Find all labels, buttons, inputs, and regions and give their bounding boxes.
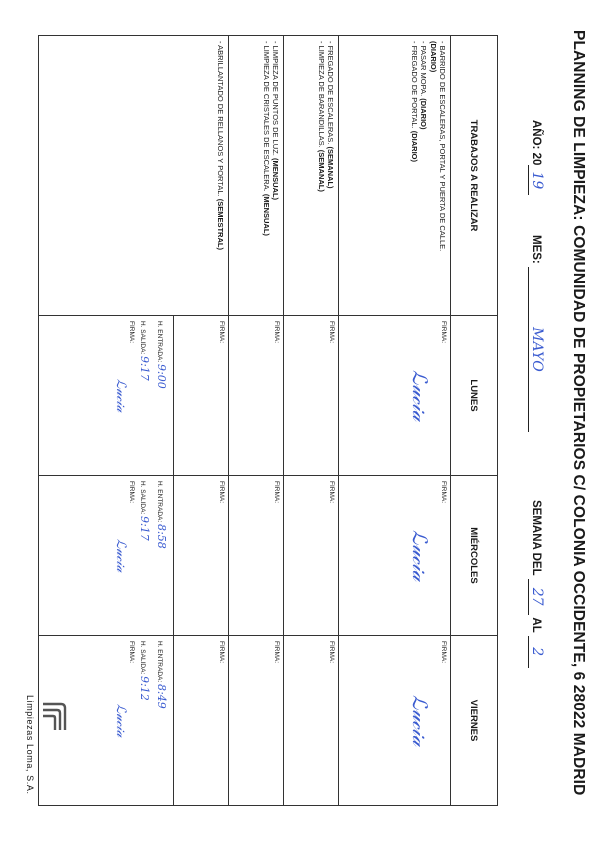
exit-time: 9:17 <box>137 516 151 541</box>
page-title: PLANNING DE LIMPIEZA: COMUNIDAD DE PROPIETARIOS C/ COLONIA OCCIDENTE, 6 28022 MADRID <box>570 30 587 796</box>
task-railings-frequency: (SEMANAL) <box>316 149 326 192</box>
entrada-label: H. ENTRADA: <box>156 641 163 683</box>
wednesday-monthly-cell[interactable] <box>229 476 284 636</box>
entrada-label: H. ENTRADA: <box>156 481 163 523</box>
col-header-wednesday: MIÉRCOLES <box>451 476 498 636</box>
year-label: AÑO: 20 <box>530 120 542 166</box>
task-windows-frequency: (MENSUAL) <box>261 193 271 236</box>
firma-label: FIRMA: <box>218 481 225 504</box>
time-block-monday <box>110 316 173 475</box>
firma-label: FIRMA: <box>328 641 335 664</box>
col-header-tasks: TRABAJOS A REALIZAR <box>451 36 498 316</box>
entry-time: 8:58 <box>155 523 168 549</box>
wednesday-semiannual-cell[interactable] <box>39 476 229 636</box>
task-sweep-frequency: (DIARIO) <box>428 41 438 73</box>
firma-label: FIRMA: <box>440 641 447 664</box>
monday-daily-cell[interactable] <box>339 316 451 476</box>
handwritten-signature: ℒ𝓊𝒸𝒾𝒶 <box>408 529 432 582</box>
handwritten-signature: ℒ𝓊𝒸𝒾𝒶 <box>408 369 432 422</box>
task-railings: - LIMPIEZA DE BARANDILLAS. <box>316 41 326 150</box>
task-mop-frequency: (DIARIO) <box>419 98 429 130</box>
task-polish: - ABRILLANTADO DE RELLANOS Y PORTAL. <box>216 41 225 199</box>
firma-label: FIRMA: <box>328 321 335 344</box>
firma-label: FIRMA: <box>440 321 447 344</box>
week-to-label: AL <box>530 617 542 633</box>
time-block-wednesday <box>110 476 173 635</box>
table-row <box>229 36 284 806</box>
task-mop: - PASAR MOPA. <box>419 41 429 99</box>
table-row <box>339 36 451 806</box>
table-row <box>39 36 229 806</box>
task-cell-daily <box>339 36 451 316</box>
month-field <box>528 235 545 432</box>
firma-label: FIRMA: <box>127 481 135 504</box>
task-cell-semiannual <box>39 36 229 316</box>
monday-weekly-cell[interactable] <box>284 316 339 476</box>
salida-label: H. SALIDA: <box>138 641 146 675</box>
firma-label: FIRMA: <box>273 481 280 504</box>
col-header-monday: LUNES <box>451 316 498 476</box>
task-lights-frequency: (MENSUAL) <box>271 157 280 201</box>
handwritten-signature: ℒ𝓊𝒸𝒾𝒶 <box>112 378 128 413</box>
task-cell-monthly <box>229 36 284 316</box>
task-lights: - LIMPIEZA DE PUNTOS DE LUZ. <box>271 41 280 158</box>
handwritten-signature: ℒ𝓊𝒸𝒾𝒶 <box>408 694 432 747</box>
company-logo-icon <box>39 700 69 738</box>
firma-label: FIRMA: <box>127 321 135 344</box>
task-windows: - LIMPIEZA DE CRISTALES DE ESCALERA. <box>261 41 271 194</box>
entry-time: 9:00 <box>155 363 168 389</box>
year-field <box>528 120 545 195</box>
handwritten-signature: ℒ𝓊𝒸𝒾𝒶 <box>112 703 128 738</box>
task-stairs-scrub-frequency: (SEMANAL) <box>326 146 335 189</box>
firma-label: FIRMA: <box>218 641 225 664</box>
table-row <box>284 36 339 806</box>
exit-time: 9:12 <box>137 676 151 701</box>
wednesday-weekly-cell[interactable] <box>284 476 339 636</box>
firma-label: FIRMA: <box>440 481 447 504</box>
company-name: Limpiezas Loma, S.A. <box>25 695 35 795</box>
handwritten-signature: ℒ𝓊𝒸𝒾𝒶 <box>112 538 128 573</box>
salida-label: H. SALIDA: <box>138 321 146 355</box>
task-sweep: - BARRIDO DE ESCALERAS, PORTAL Y PUERTA DE CALLE. <box>438 41 447 252</box>
task-polish-frequency: (SEMESTRAL) <box>216 198 225 250</box>
week-label: SEMANA DEL <box>530 500 542 576</box>
time-block-friday <box>110 636 173 805</box>
entry-time: 8:49 <box>155 683 168 709</box>
firma-label: FIRMA: <box>218 321 225 344</box>
wednesday-daily-cell[interactable] <box>339 476 451 636</box>
firma-label: FIRMA: <box>328 481 335 504</box>
firma-label: FIRMA: <box>127 641 135 664</box>
task-cell-weekly <box>284 36 339 316</box>
entrada-label: H. ENTRADA: <box>156 321 163 363</box>
task-portal-scrub: - FREGADO DE PORTAL. <box>409 41 419 131</box>
firma-label: FIRMA: <box>273 641 280 664</box>
week-field <box>528 500 545 668</box>
week-to: 2 <box>528 636 545 668</box>
col-header-friday: VIERNES <box>451 636 498 806</box>
month-label: MES: <box>530 235 542 264</box>
year-value: 19 <box>528 165 545 195</box>
salida-label: H. SALIDA: <box>138 481 146 515</box>
week-from: 27 <box>528 579 545 615</box>
monday-monthly-cell[interactable] <box>229 316 284 476</box>
table-header-row <box>451 36 498 806</box>
exit-time: 9:17 <box>137 356 151 381</box>
cleaning-schedule-table <box>38 35 498 806</box>
monday-semiannual-cell[interactable] <box>39 316 229 476</box>
task-stairs-scrub: - FREGADO DE ESCALERAS. <box>326 41 335 147</box>
friday-monthly-cell[interactable] <box>229 636 284 806</box>
friday-daily-cell[interactable] <box>339 636 451 806</box>
friday-weekly-cell[interactable] <box>284 636 339 806</box>
firma-label: FIRMA: <box>273 321 280 344</box>
month-value: MAYO <box>528 267 545 432</box>
task-portal-scrub-frequency: (DIARIO) <box>409 130 419 162</box>
